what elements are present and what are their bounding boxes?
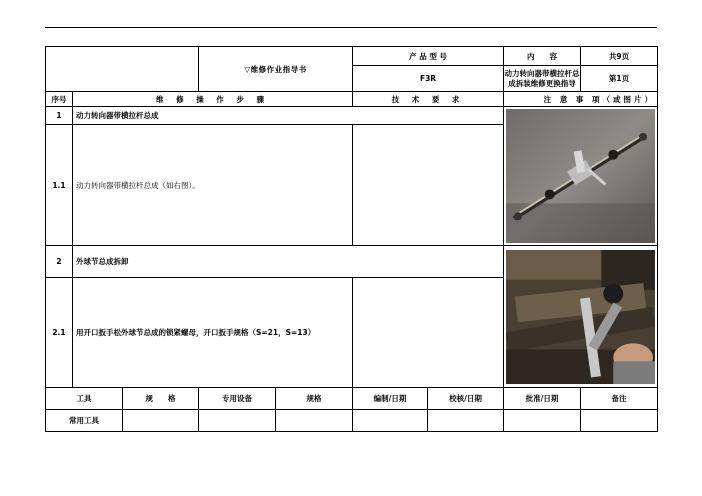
footer-cell [353, 410, 428, 432]
footer-cell [276, 410, 353, 432]
product-model-label: 产 品 型 号 [353, 47, 504, 66]
row-seq: 1.1 [46, 125, 73, 246]
footer-remarks: 备注 [581, 388, 658, 410]
photo-steering-rack-cell [504, 107, 658, 246]
footer-checked: 校核/日期 [428, 388, 504, 410]
row-text: 动力转向器带横拉杆总成（如右图）。 [73, 125, 353, 246]
col-requirements: 技 术 要 求 [353, 92, 504, 107]
footer-spec: 规 格 [123, 388, 199, 410]
top-rule [45, 27, 657, 28]
requirements-cell [353, 125, 504, 246]
footer-common-tools: 常用工具 [46, 410, 123, 432]
footer-tools: 工具 [46, 388, 123, 410]
ball-joint-wrench-photo [506, 250, 655, 384]
photo-ball-joint-cell [504, 246, 658, 388]
current-page: 第1页 [581, 66, 658, 92]
row-seq: 2 [46, 246, 73, 278]
footer-spec2: 规格 [276, 388, 353, 410]
row-seq: 2.1 [46, 278, 73, 388]
product-model-value: F3R [353, 66, 504, 92]
table-row [46, 246, 658, 278]
footer-cell [504, 410, 581, 432]
content-label: 内 容 [504, 47, 581, 66]
footer-cell [199, 410, 276, 432]
footer-row [46, 388, 658, 410]
footer-compiled: 编制/日期 [353, 388, 428, 410]
footer-approved: 批准/日期 [504, 388, 581, 410]
row-text: 用开口扳手松外球节总成的锁紧螺母，开口扳手规格（S=21，S=13） [73, 278, 353, 388]
col-seq: 序号 [46, 92, 73, 107]
row-text: 动力转向器带横拉杆总成 [73, 107, 504, 125]
blank-header-cell [46, 47, 199, 92]
total-pages: 共9页 [581, 47, 658, 66]
table-row [46, 107, 658, 125]
footer-row [46, 410, 658, 432]
document-title: ▽维修作业指导书 [199, 47, 353, 92]
footer-special-equipment: 专用设备 [199, 388, 276, 410]
steering-rack-photo [506, 109, 655, 243]
col-notes: 注 意 事 项（或图片） [504, 92, 658, 107]
footer-cell [428, 410, 504, 432]
content-value: 动力转向器带横拉杆总成拆装维修更换指导 [504, 66, 581, 92]
requirements-cell [353, 278, 504, 388]
col-steps: 维 修 操 作 步 骤 [73, 92, 353, 107]
footer-cell [581, 410, 658, 432]
work-instruction-sheet [45, 46, 658, 432]
footer-cell [123, 410, 199, 432]
row-text: 外球节总成拆卸 [73, 246, 504, 278]
row-seq: 1 [46, 107, 73, 125]
